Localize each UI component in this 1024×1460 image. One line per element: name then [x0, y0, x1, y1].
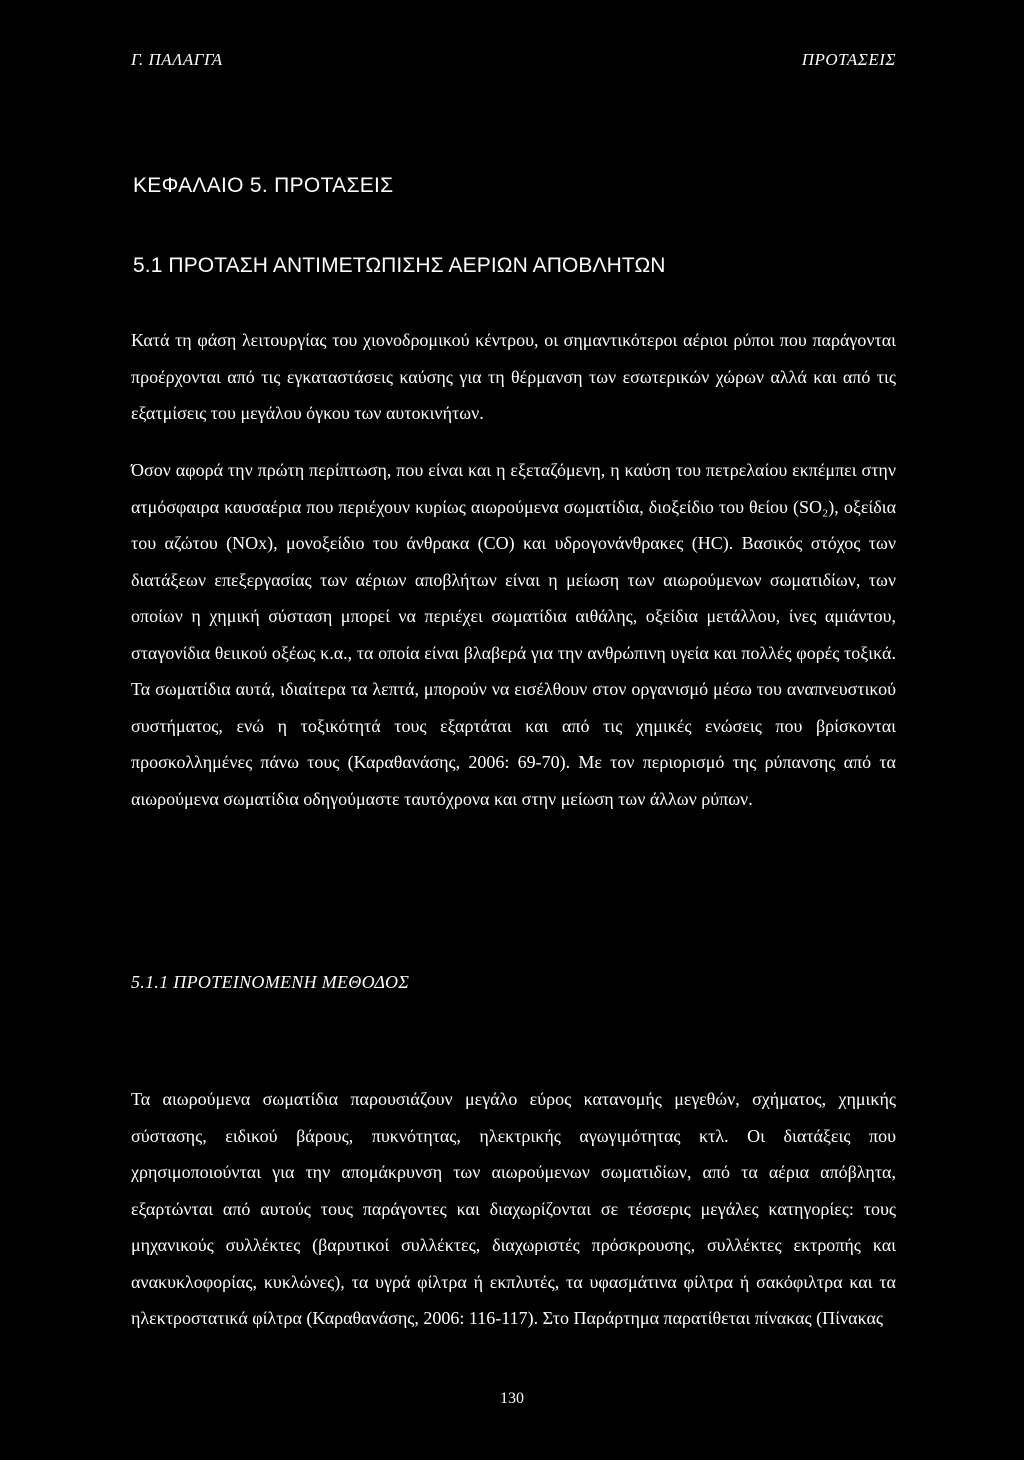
paragraph-intro: Κατά τη φάση λειτουργίας του χιονοδρομικού κέντρου, οι σημαντικότεροι αέριοι ρύποι που παράγονται προέρχονται από τις εγκαταστάσεις καύσης για τη θέρμανση των εσωτερικών χώρων αλλά και από τις εξατμίσεις του μεγάλου όγκου των αυτοκινήτων.	[131, 330, 896, 423]
paragraph-emissions: Όσον αφορά την πρώτη περίπτωση, που είναι και η εξεταζόμενη, η καύση του πετρελαίου εκπέμπει στην ατμόσφαιρα καυσαέρια που περιέχουν κυρίως αιωρούμενα σωματίδια, διοξείδιο του θείου (SO₂), οξείδια του αζώτου (NOx), μονοξείδιο του άνθρακα (CO) και υδρογονάνθρακες (HC). Βασικός στόχος των διατάξεων επεξεργασίας των αέριων αποβλήτων είναι η μείωση των αιωρούμενων σωματιδίων, των οποίων η χημική σύσταση μπορεί να περιέχει σωματίδια αιθάλης, οξείδια μετάλλου, ίνες αμιάντου, σταγονίδια θειικού οξέως κ.α., τα οποία είναι βλαβερά για την ανθρώπινη υγεία και πολλές φορές τοξικά. Τα σωματίδια αυτά, ιδιαίτερα τα λεπτά, μπορούν να εισέλθουν στον οργανισμό μέσω του αναπνευστικού συστήματος, ενώ η τοξικότητά τους εξαρτάται και από τις χημικές ενώσεις που βρίσκονται προσκολλημένες πάνω τους (Καραθανάσης, 2006: 69-70). Με τον περιορισμό της ρύπανσης από τα αιωρούμενα σωματίδια οδηγούμαστε ταυτόχρονα και στην μείωση των άλλων ρύπων.	[131, 460, 896, 809]
page-number: 130	[500, 1390, 524, 1407]
section-title: 5.1 ΠΡΟΤΑΣΗ ΑΝΤΙΜΕΤΩΠΙΣΗΣ ΑΕΡΙΩΝ ΑΠΟΒΛΗΤΩΝ	[133, 254, 666, 277]
paragraph-method: Τα αιωρούμενα σωματίδια παρουσιάζουν μεγάλο εύρος κατανομής μεγεθών, σχήματος, χημικής σύστασης, ειδικού βάρους, πυκνότητας, ηλεκτρικής αγωγιμότητας κτλ. Οι διατάξεις που χρησιμοποιούνται για την απομάκρυνση των αιωρούμενων σωματιδίων, από τα αέρια απόβλητα, εξαρτώνται από αυτούς τους παράγοντες και διαχωρίζονται σε τέσσερις μεγάλες κατηγορίες: τους μηχανικούς συλλέκτες (βαρυτικοί συλλέκτες, διαχωριστές πρόσκρουσης, συλλέκτες εκτροπής και ανακυκλοφορίας, κυκλώνες), τα υγρά φίλτρα ή εκπλυτές, τα υφασμάτινα φίλτρα ή σακόφιλτρα και τα ηλεκτροστατικά φίλτρα (Καραθανάσης, 2006: 116-117). Στο Παράρτημα παρατίθεται πίνακας (Πίνακας	[131, 1089, 896, 1328]
running-header-author: Γ. ΠΑΛΑΓΓΑ	[131, 50, 223, 69]
chapter-title: ΚΕΦΑΛΑΙΟ 5. ΠΡΟΤΑΣΕΙΣ	[133, 174, 394, 197]
subsection-title: 5.1.1 ΠΡΟΤΕΙΝΟΜΕΝΗ ΜΕΘΟΔΟΣ	[131, 972, 410, 992]
running-header-chapter: ΠΡΟΤΑΣΕΙΣ	[801, 50, 896, 69]
